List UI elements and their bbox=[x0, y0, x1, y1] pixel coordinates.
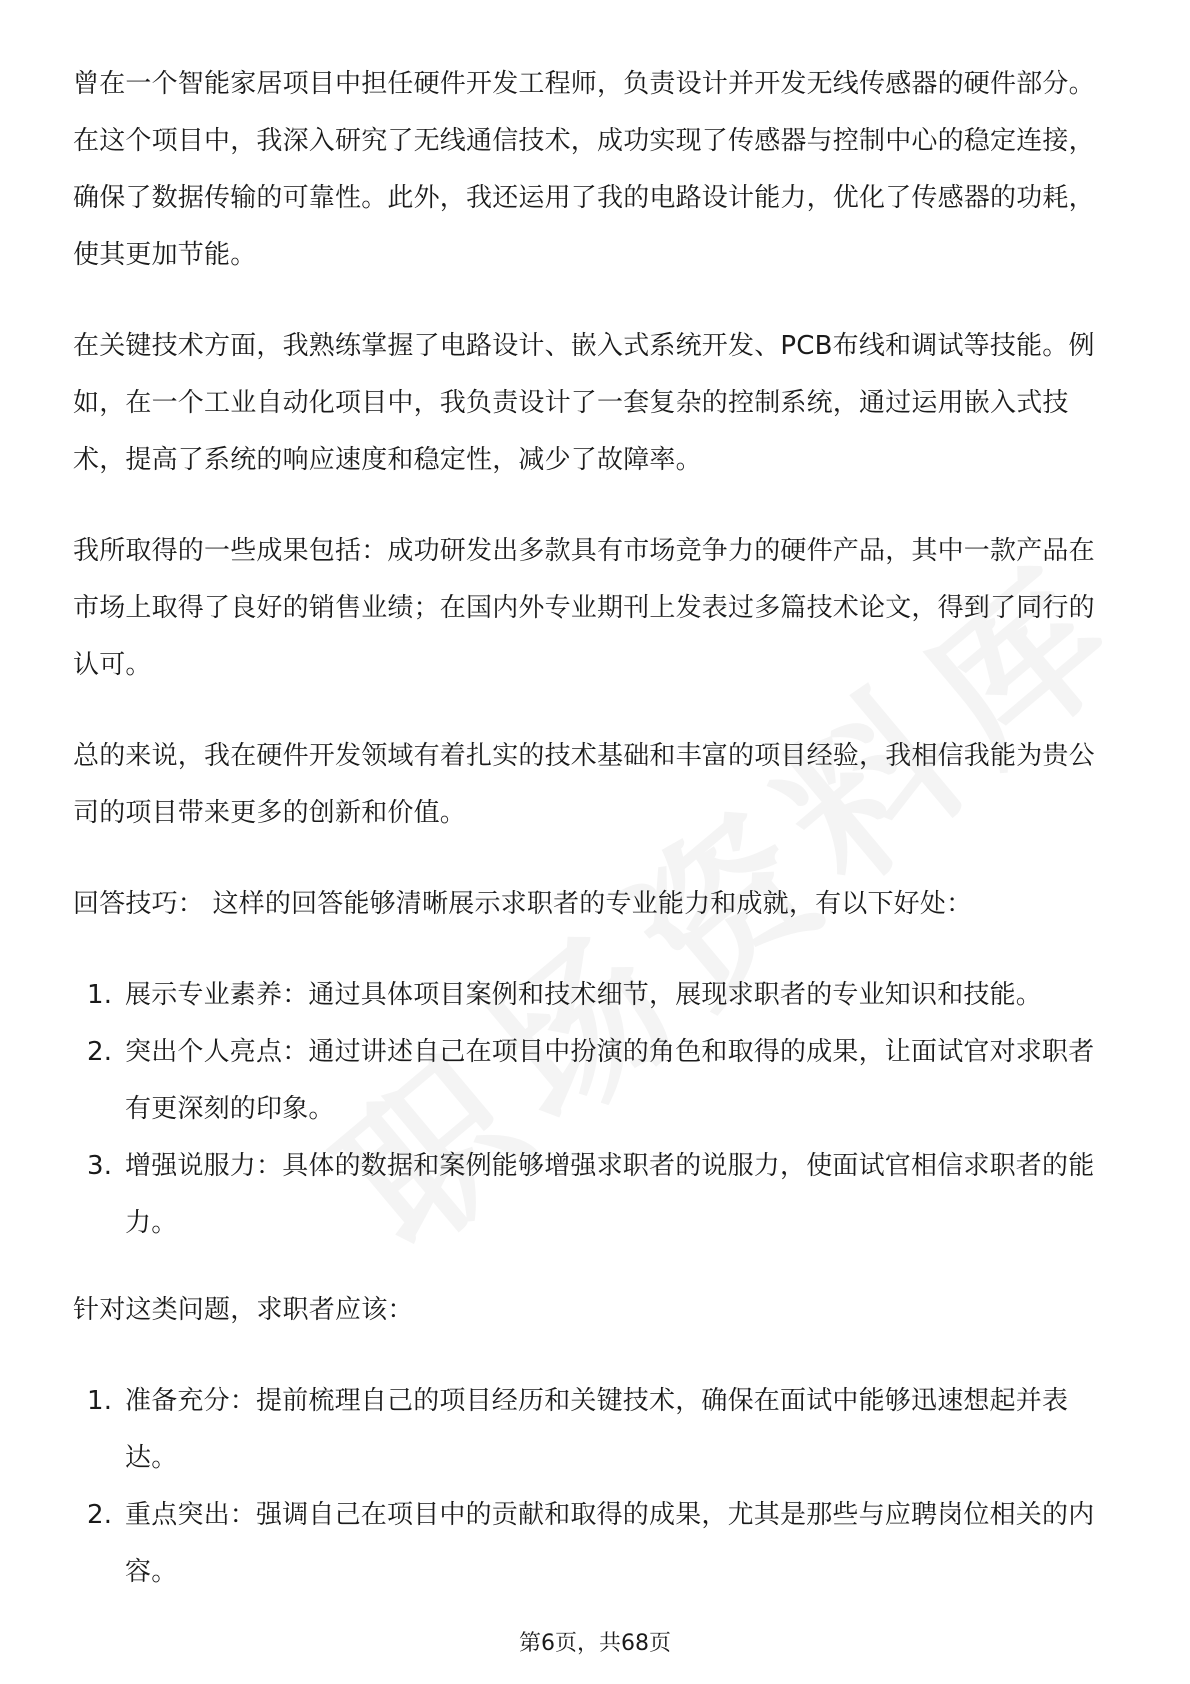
page-number: 第6页，共68页 bbox=[519, 1631, 671, 1656]
list-item bbox=[73, 1024, 1117, 1138]
list-item bbox=[73, 967, 1117, 1024]
paragraph-summary: 总的来说，我在硬件开发领域有着扎实的技术基础和丰富的项目经验，我相信我能为贵公司的项目带来更多的创新和价值。 bbox=[73, 741, 1095, 828]
list-item-number: 3. bbox=[87, 1151, 113, 1181]
advice-intro: 针对这类问题，求职者应该： bbox=[73, 1295, 414, 1325]
list-item bbox=[73, 1138, 1117, 1252]
list-item-number: 1. bbox=[87, 1386, 113, 1416]
list-item-text: 增强说服力：具体的数据和案例能够增强求职者的说服力，使面试官相信求职者的能力。 bbox=[125, 1151, 1095, 1238]
paragraph-key-technologies: 在关键技术方面，我熟练掌握了电路设计、嵌入式系统开发、PCB布线和调试等技能。例如，在一个工业自动化项目中，我负责设计了一套复杂的控制系统，通过运用嵌入式技术，提高了系统的响应速度和稳定性，减少了故障率。 bbox=[73, 331, 1095, 475]
list-item bbox=[73, 1487, 1117, 1601]
list-item-number: 1. bbox=[87, 980, 113, 1010]
paragraph-project-experience: 曾在一个智能家居项目中担任硬件开发工程师，负责设计并开发无线传感器的硬件部分。在这个项目中，我深入研究了无线通信技术，成功实现了传感器与控制中心的稳定连接，确保了数据传输的可靠性。此外，我还运用了我的电路设计能力，优化了传感器的功耗，使其更加节能。 bbox=[73, 69, 1095, 270]
document-body bbox=[73, 56, 1117, 1631]
tips-intro: 回答技巧： 这样的回答能够清晰展示求职者的专业能力和成就，有以下好处： bbox=[73, 889, 973, 919]
list-item-number: 2. bbox=[87, 1500, 113, 1530]
list-item-number: 2. bbox=[87, 1037, 113, 1067]
paragraph-achievements: 我所取得的一些成果包括：成功研发出多款具有市场竞争力的硬件产品，其中一款产品在市场上取得了良好的销售业绩；在国内外专业期刊上发表过多篇技术论文，得到了同行的认可。 bbox=[73, 536, 1095, 680]
tips-list bbox=[73, 967, 1117, 1252]
list-item-text: 准备充分：提前梳理自己的项目经历和关键技术，确保在面试中能够迅速想起并表达。 bbox=[125, 1386, 1069, 1473]
list-item-text: 展示专业素养：通过具体项目案例和技术细节，展现求职者的专业知识和技能。 bbox=[125, 980, 1043, 1010]
list-item bbox=[73, 1373, 1117, 1487]
list-item-text: 突出个人亮点：通过讲述自己在项目中扮演的角色和取得的成果，让面试官对求职者有更深刻的印象。 bbox=[125, 1037, 1095, 1124]
advice-list bbox=[73, 1373, 1117, 1601]
list-item-text: 重点突出：强调自己在项目中的贡献和取得的成果，尤其是那些与应聘岗位相关的内容。 bbox=[125, 1500, 1095, 1587]
